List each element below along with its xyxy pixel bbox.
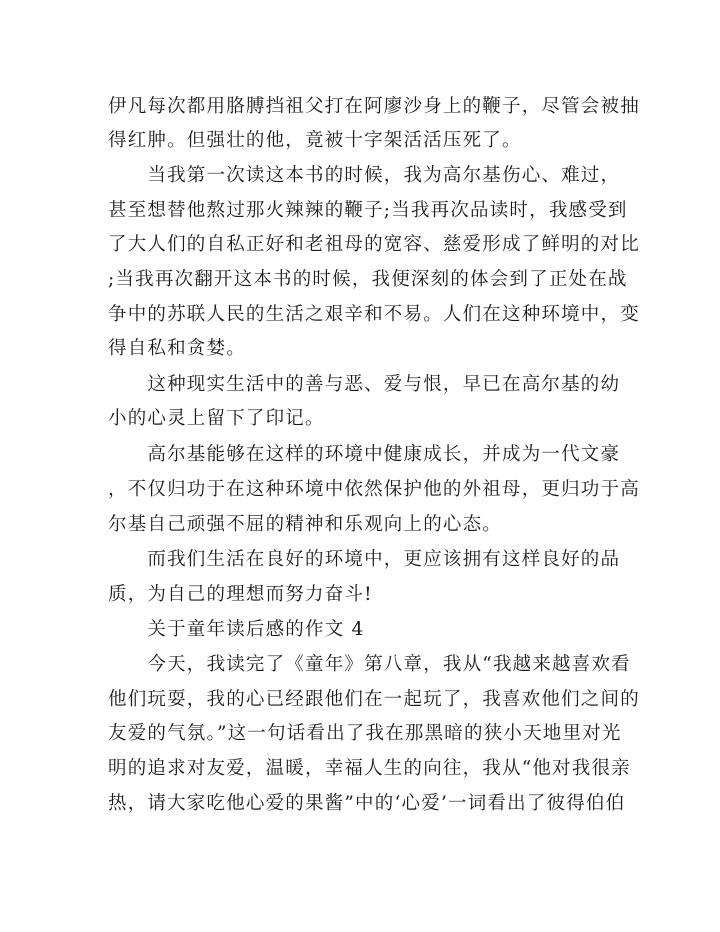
text-line: ，不仅归功于在这种环境中依然保护他的外祖母，更归功于高 (108, 479, 640, 500)
text-line: 今天，我读完了《童年》第八章，我从“我越来越喜欢看 (108, 654, 631, 675)
text-line: 他们玩耍，我的心已经跟他们在一起玩了，我喜欢他们之间的 (108, 689, 640, 710)
text-line: 甚至想替他熬过那火辣辣的鞭子;当我再次品读时，我感受到 (108, 200, 628, 221)
text-line: 高尔基能够在这样的环境中健康成长，并成为一代文豪 (108, 444, 621, 465)
text-line: 而我们生活在良好的环境中，更应该拥有这样良好的品 (108, 549, 621, 570)
section-heading: 关于童年读后感的作文 4 (108, 619, 365, 640)
text-line: 友爱的气氛。”这一句话看出了我在那黑暗的狭小天地里对光 (108, 723, 622, 744)
text-line: 得自私和贪婪。 (108, 338, 246, 359)
text-line: 热，请大家吃他心爱的果酱”中的‘心爱’一词看出了彼得伯伯 (108, 793, 626, 814)
text-line: 伊凡每次都用胳膊挡祖父打在阿廖沙身上的鞭子，尽管会被抽 (108, 96, 640, 117)
text-line: 得红肿。但强壮的他，竟被十字架活活压死了。 (108, 130, 522, 151)
text-line: 尔基自己顽强不屈的精神和乐观向上的心态。 (108, 514, 503, 535)
text-line: 明的追求对友爱，温暖，幸福人生的向往，我从“他对我很亲 (108, 758, 631, 779)
text-line: 这种现实生活中的善与恶、爱与恨，早已在高尔基的幼 (108, 374, 621, 395)
text-line: ;当我再次翻开这本书的时候，我便深刻的体会到了正处在战 (108, 269, 628, 290)
text-line: 小的心灵上留下了印记。 (108, 408, 325, 429)
text-line: 质，为自己的理想而努力奋斗! (108, 584, 373, 605)
text-line: 了大人们的自私正好和老祖母的宽容、慈爱形成了鲜明的对比 (108, 234, 640, 255)
text-line: 争中的苏联人民的生活之艰辛和不易。人们在这种环境中，变 (108, 304, 640, 325)
text-line: 当我第一次读这本书的时候，我为高尔基伤心、难过， (108, 165, 621, 186)
